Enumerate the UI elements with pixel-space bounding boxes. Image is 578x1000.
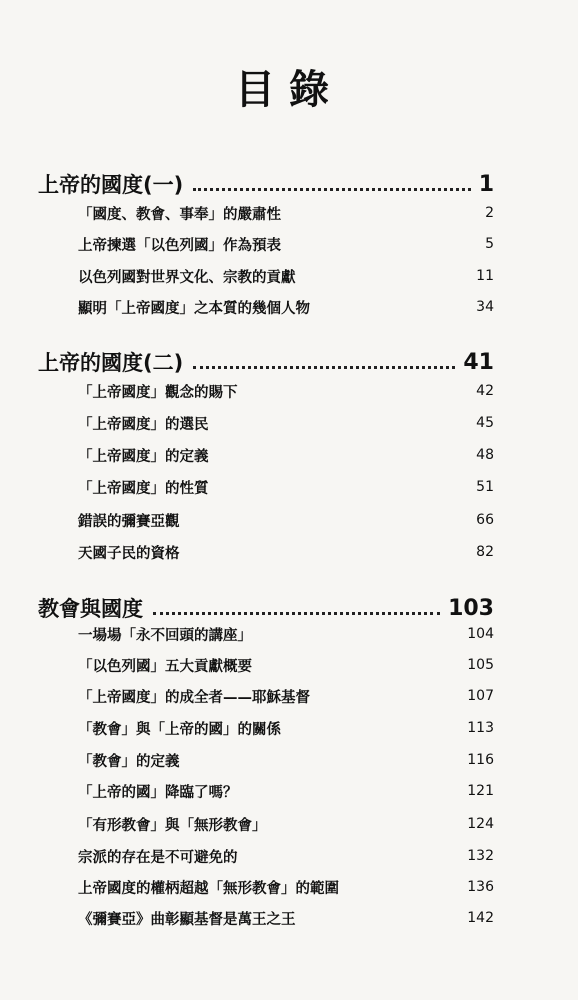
entry-page-number: 5	[485, 236, 494, 252]
entry-title: 「上帝國度」的選民	[78, 416, 209, 433]
section-title: 上帝的國度(二)	[38, 351, 184, 375]
page-title: 目錄	[235, 67, 343, 113]
toc-entry[interactable]	[78, 379, 494, 403]
entry-title: 宗派的存在是不可避免的	[78, 849, 238, 866]
entry-page-number: 116	[467, 752, 494, 768]
entry-title: 一場場「永不回頭的講座」	[78, 627, 252, 644]
toc-entry[interactable]	[78, 295, 494, 319]
entry-page-number: 132	[467, 848, 494, 864]
entry-title: 「以色列國」五大貢獻概要	[78, 658, 252, 675]
entry-title: 顯明「上帝國度」之本質的幾個人物	[78, 300, 310, 317]
entry-title: 「上帝國度」的定義	[78, 448, 209, 465]
section-heading[interactable]	[38, 168, 494, 198]
entry-title: 「上帝國度」的成全者——耶穌基督	[78, 689, 310, 706]
entry-page-number: 113	[467, 720, 494, 736]
toc-entry[interactable]	[78, 443, 494, 467]
entry-page-number: 45	[476, 415, 494, 431]
entry-title: 「教會」與「上帝的國」的關係	[78, 721, 281, 738]
entry-page-number: 51	[476, 479, 494, 495]
section-heading[interactable]	[38, 346, 494, 376]
entry-page-number: 105	[467, 657, 494, 673]
entry-page-number: 124	[467, 816, 494, 832]
toc-entry[interactable]	[78, 684, 494, 708]
dot-leader	[193, 366, 455, 369]
toc-entry[interactable]	[78, 540, 494, 564]
section-page-number: 1	[478, 172, 494, 197]
entry-title: 「國度、教會、事奉」的嚴肅性	[78, 206, 281, 223]
entry-title: 「上帝國度」觀念的賜下	[78, 384, 238, 401]
toc-entry[interactable]	[78, 779, 494, 803]
entry-page-number: 121	[467, 783, 494, 799]
toc-entry[interactable]	[78, 653, 494, 677]
entry-title: 錯誤的彌賽亞觀	[78, 513, 180, 530]
toc-entry[interactable]	[78, 906, 494, 930]
entry-page-number: 11	[476, 268, 494, 284]
toc-entry[interactable]	[78, 622, 494, 646]
section-page-number: 103	[448, 596, 494, 621]
entry-page-number: 34	[476, 299, 494, 315]
entry-page-number: 42	[476, 383, 494, 399]
entry-title: 「教會」的定義	[78, 753, 180, 770]
entry-title: 上帝國度的權柄超越「無形教會」的範圍	[78, 880, 339, 897]
entry-title: 「有形教會」與「無形教會」	[78, 817, 267, 834]
entry-page-number: 82	[476, 544, 494, 560]
entry-title: 天國子民的資格	[78, 545, 180, 562]
toc-entry[interactable]	[78, 475, 494, 499]
entry-page-number: 104	[467, 626, 494, 642]
entry-page-number: 48	[476, 447, 494, 463]
toc-entry[interactable]	[78, 748, 494, 772]
toc-entry[interactable]	[78, 201, 494, 225]
section-title: 上帝的國度(一)	[38, 173, 184, 197]
entry-page-number: 107	[467, 688, 494, 704]
entry-title: 《彌賽亞》曲彰顯基督是萬王之王	[78, 911, 296, 928]
entry-page-number: 2	[485, 205, 494, 221]
toc-section	[38, 168, 494, 317]
dot-leader	[153, 612, 440, 615]
dot-leader	[193, 188, 470, 191]
toc-entry[interactable]	[78, 812, 494, 836]
entry-title: 「上帝國度」的性質	[78, 480, 209, 497]
toc-entry[interactable]	[78, 716, 494, 740]
toc-entry[interactable]	[78, 264, 494, 288]
entry-title: 上帝揀選「以色列國」作為預表	[78, 237, 281, 254]
section-page-number: 41	[463, 350, 494, 375]
toc-entry[interactable]	[78, 875, 494, 899]
toc-section	[38, 592, 494, 928]
entry-page-number: 66	[476, 512, 494, 528]
toc-entry[interactable]	[78, 508, 494, 532]
toc-section	[38, 346, 494, 562]
section-heading[interactable]	[38, 592, 494, 622]
section-title: 教會與國度	[38, 597, 143, 621]
entry-page-number: 142	[467, 910, 494, 926]
entry-title: 以色列國對世界文化、宗教的貢獻	[78, 269, 296, 286]
entry-page-number: 136	[467, 879, 494, 895]
toc-entry[interactable]	[78, 232, 494, 256]
toc-entry[interactable]	[78, 411, 494, 435]
entry-title: 「上帝的國」降臨了嗎？	[78, 784, 238, 801]
toc-entry[interactable]	[78, 844, 494, 868]
